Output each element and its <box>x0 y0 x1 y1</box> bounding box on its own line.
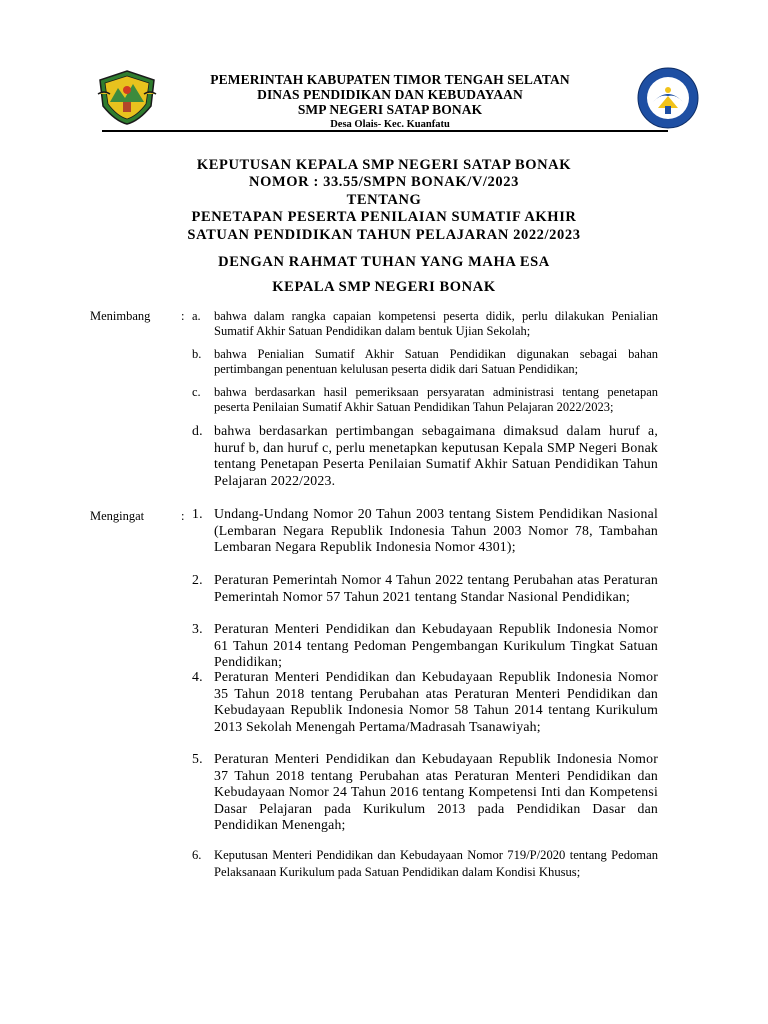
mengingat-item-4 <box>192 669 658 735</box>
item-marker: 3. <box>192 621 203 636</box>
item-text: bahwa berdasarkan hasil pemeriksaan persyaratan administrasi tentang penetapan peserta Penilaian Sumatif Akhir Satuan Pendidikan Tahun Pelajaran 2022/2023; <box>214 385 658 414</box>
item-marker: 1. <box>192 506 203 521</box>
item-text: bahwa dalam rangka capaian kompetensi peserta didik, perlu dilakukan Penialian Sumatif Akhir Satuan Pendidikan dalam bentuk Ujian Sekolah; <box>214 309 658 338</box>
menimbang-item-c <box>192 385 658 415</box>
item-text: Peraturan Pemerintah Nomor 4 Tahun 2022 tentang Perubahan atas Peraturan Pemerintah Nomor 57 Tahun 2021 tentang Standar Nasional Pendidikan; <box>214 572 658 604</box>
menimbang-item-d <box>192 423 658 489</box>
mengingat-item-6 <box>192 847 658 880</box>
item-text: Undang-Undang Nomor 20 Tahun 2003 tentang Sistem Pendidikan Nasional (Lembaran Negara Republik Indonesia Tahun 2003 Nomor 78, Tambahan Lembaran Negara Republik Indonesia Nomor 4301); <box>214 506 658 555</box>
issuer-line: KEPALA SMP NEGERI BONAK <box>272 279 496 295</box>
blessing-line: DENGAN RAHMAT TUHAN YANG MAHA ESA <box>218 254 550 270</box>
menimbang-item-a <box>192 309 658 339</box>
mengingat-item-2 <box>192 572 658 605</box>
letterhead-address: Desa Olais- Kec. Kuanfatu <box>330 119 450 130</box>
menimbang-colon: : <box>181 309 185 323</box>
item-text: bahwa berdasarkan pertimbangan sebagaimana dimaksud dalam huruf a, huruf b, dan huruf c, perlu menetapkan keputusan Kepala SMP Negeri Bonak tentang Penetapan Peserta Penilaian Sumatif Akhir Satuan Pendidikan Tahun Pelajaran 2022/2023. <box>214 423 658 488</box>
menimbang-label: Menimbang <box>90 309 151 323</box>
item-text: Keputusan Menteri Pendidikan dan Kebudayaan Nomor 719/P/2020 tentang Pedoman Pelaksanaan Kurikulum pada Satuan Pendidikan dalam Kondisi Khusus; <box>214 848 658 879</box>
letterhead-department: DINAS PENDIDIKAN DAN KEBUDAYAAN <box>257 87 523 102</box>
decree-title-line1: KEPUTUSAN KEPALA SMP NEGERI SATAP BONAK <box>196 157 572 173</box>
mengingat-item-1 <box>192 506 658 556</box>
mengingat-item-3 <box>192 621 658 671</box>
mengingat-item-5 <box>192 751 658 834</box>
item-marker: d. <box>192 423 203 438</box>
mengingat-label: Mengingat <box>90 509 145 523</box>
item-marker: 6. <box>192 848 202 862</box>
decree-subject-line1: PENETAPAN PESERTA PENILAIAN SUMATIF AKHIR <box>191 209 577 226</box>
item-marker: a. <box>192 309 201 323</box>
item-marker: b. <box>192 347 202 361</box>
letterhead-divider <box>102 130 668 132</box>
letterhead-school: SMP NEGERI SATAP BONAK <box>297 102 483 117</box>
item-marker: c. <box>192 385 201 399</box>
item-marker: 4. <box>192 669 203 684</box>
item-text: bahwa Penialian Sumatif Akhir Satuan Pendidikan digunakan sebagai bahan pertimbangan penentuan kelulusan peserta didik dari Satuan Pendidikan; <box>214 347 658 376</box>
letterhead <box>90 62 690 134</box>
item-text: Peraturan Menteri Pendidikan dan Kebudayaan Republik Indonesia Nomor 61 Tahun 2014 tentang Pedoman Pengembangan Kurikulum Tingkat Satuan Pendidikan; <box>214 621 658 670</box>
menimbang-item-b <box>192 347 658 377</box>
item-marker: 5. <box>192 751 203 766</box>
item-marker: 2. <box>192 572 203 587</box>
decree-subject-line2: SATUAN PENDIDIKAN TAHUN PELAJARAN 2022/2023 <box>187 226 581 243</box>
item-text: Peraturan Menteri Pendidikan dan Kebudayaan Republik Indonesia Nomor 35 Tahun 2018 tentang Perubahan atas Peraturan Menteri Pendidikan dan Kebudayaan Republik Indonesia Nomor 58 Tahun 2014 tentang Kurikulum 2013 Sekolah Menengah Pertama/Madrasah Tsanawiyah; <box>214 669 658 734</box>
tut-wuri-handayani-icon <box>636 66 700 130</box>
decree-about: TENTANG <box>346 191 422 208</box>
item-text: Peraturan Menteri Pendidikan dan Kebudayaan Republik Indonesia Nomor 37 Tahun 2018 tentang Perubahan atas Peraturan Menteri Pendidikan dan Kebudayaan Nomor 24 Tahun 2016 tentang Kompetensi Inti dan Kompetensi Dasar Pelajaran pada Kurikulum 2013 pada Pendidikan Dasar dan Pendidikan Menengah; <box>214 751 658 833</box>
letterhead-government: PEMERINTAH KABUPATEN TIMOR TENGAH SELATAN <box>210 72 570 87</box>
decree-title <box>0 157 768 244</box>
decree-number: NOMOR : 33.55/SMPN BONAK/V/2023 <box>249 174 519 191</box>
mengingat-colon: : <box>181 509 185 523</box>
